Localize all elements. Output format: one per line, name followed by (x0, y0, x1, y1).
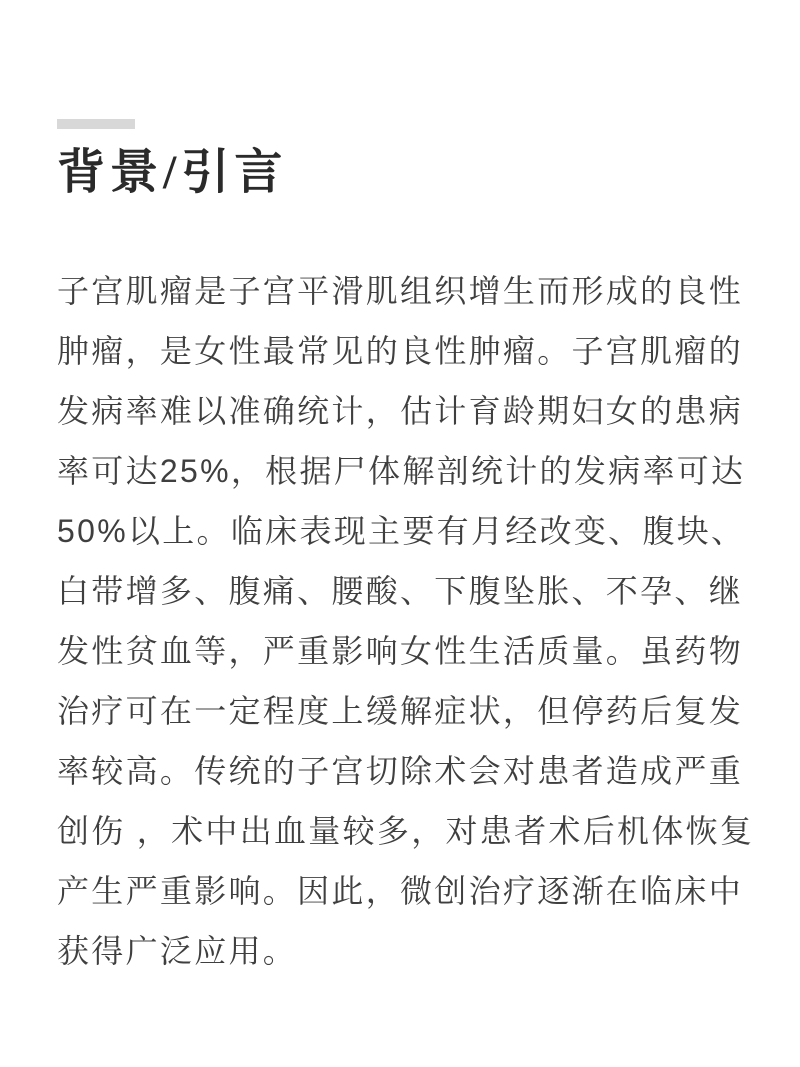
accent-bar (57, 119, 135, 129)
paragraph-line: 50%以上。临床表现主要有月经改变、腹块、 (57, 513, 746, 549)
paragraph-line: 治疗可在一定程度上缓解症状，但停药后复发 (57, 693, 744, 729)
paragraph-line: 获得广泛应用。 (57, 933, 298, 969)
paragraph-line: 肿瘤，是女性最常见的良性肿瘤。子宫肌瘤的 (57, 333, 744, 369)
paragraph-line: 发病率难以准确统计，估计育龄期妇女的患病 (57, 393, 744, 429)
intro-paragraph (57, 261, 755, 981)
page-title: 背景/引言 (57, 146, 288, 199)
paragraph-line: 创伤 ，术中出血量较多，对患者术后机体恢复 (57, 813, 755, 849)
paragraph-line: 产生严重影响。因此，微创治疗逐渐在临床中 (57, 873, 744, 909)
paragraph-line: 白带增多、腹痛、腰酸、下腹坠胀、不孕、继 (57, 573, 744, 609)
paragraph-line: 率可达25%，根据尸体解剖统计的发病率可达 (57, 453, 746, 489)
paragraph-line: 发性贫血等，严重影响女性生活质量。虽药物 (57, 633, 744, 669)
paragraph-line: 率较高。传统的子宫切除术会对患者造成严重 (57, 753, 744, 789)
paragraph-line: 子宫肌瘤是子宫平滑肌组织增生而形成的良性 (57, 273, 744, 309)
